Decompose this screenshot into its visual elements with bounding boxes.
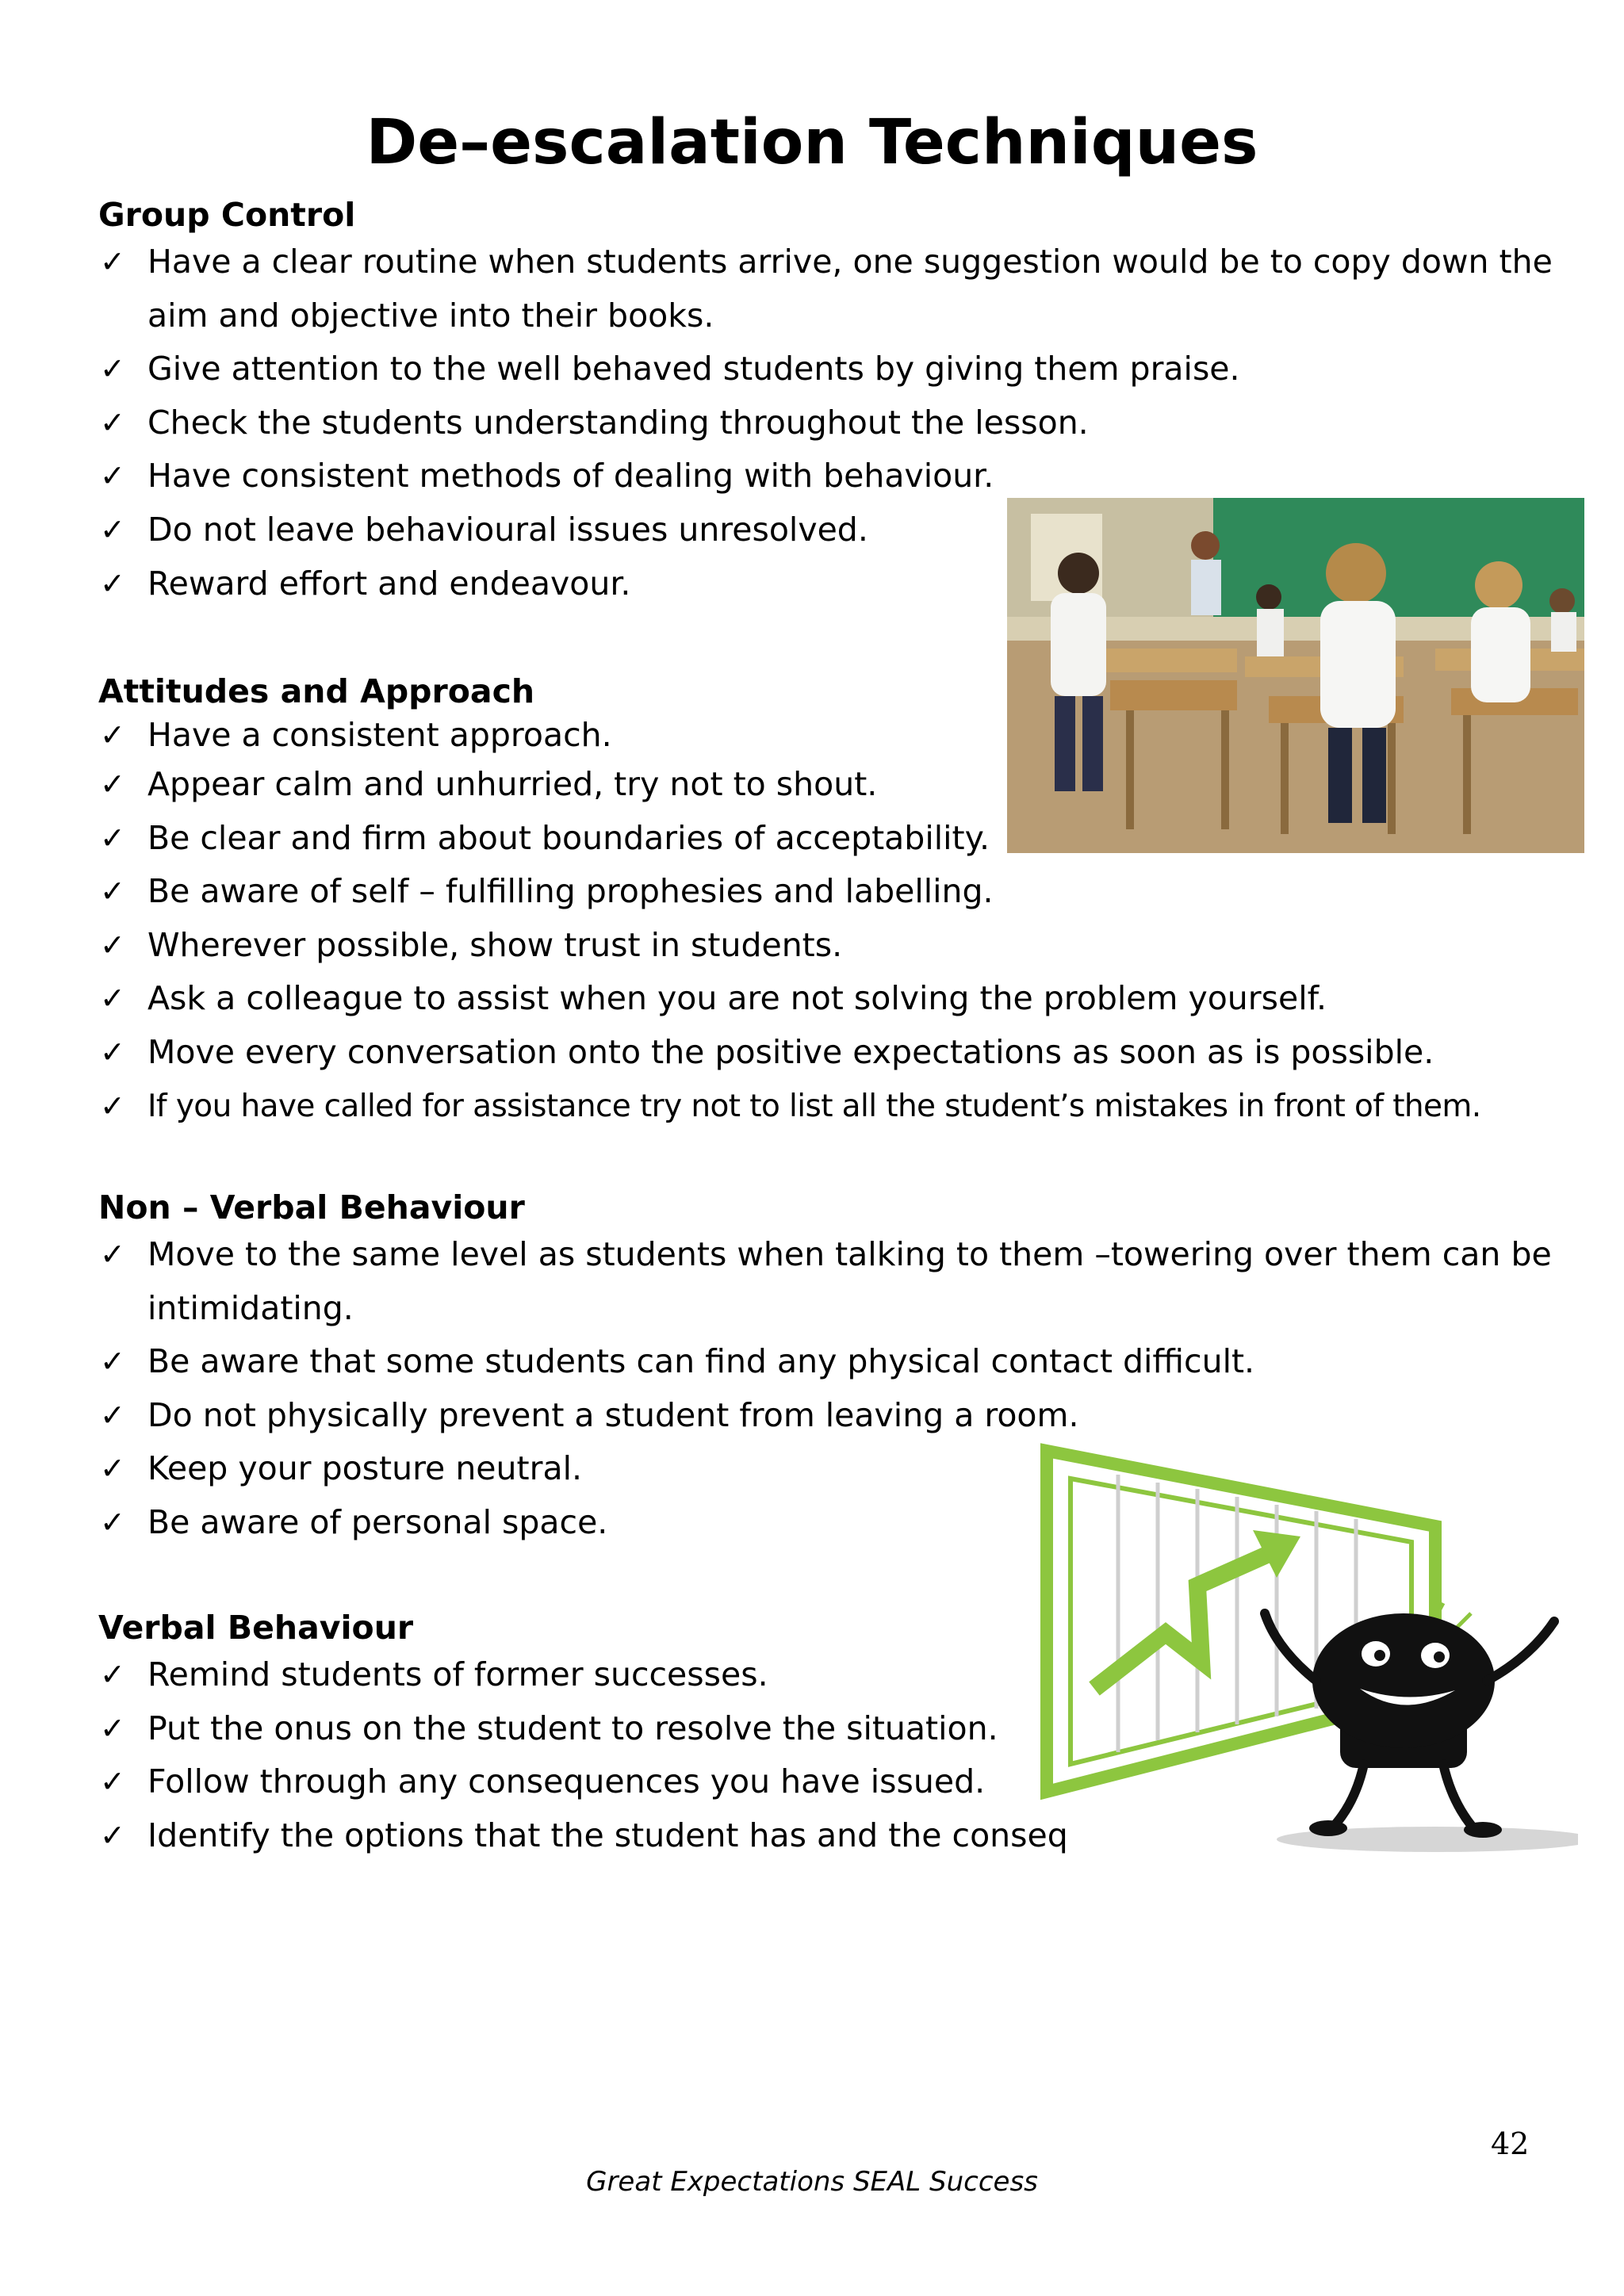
list-item: ✓ Keep your posture neutral. [98, 1442, 1549, 1496]
list-item: ✓ Remind students of former successes. [98, 1648, 1549, 1702]
checkmark-icon: ✓ [100, 820, 125, 855]
list-item: ✓ Do not physically prevent a student from leaving a room. [98, 1389, 1549, 1443]
checkmark-icon: ✓ [100, 981, 125, 1016]
list-item: ✓ Have consistent methods of dealing with behaviour. [98, 450, 1549, 503]
list-item: ✓ Appear calm and unhurried, try not to shout. [98, 758, 1549, 812]
list-item: ✓ Identify the options that the student has and the conseq [98, 1809, 1549, 1863]
classroom-photo [1007, 498, 1584, 853]
checkmark-icon: ✓ [100, 565, 125, 601]
checkmark-icon: ✓ [100, 1397, 125, 1433]
checkmark-icon: ✓ [100, 244, 125, 279]
checkmark-icon: ✓ [100, 1657, 125, 1692]
list-item: ✓ Give attention to the well behaved students by giving them praise. [98, 342, 1549, 396]
list-item: ✓ Wherever possible, show trust in students. [98, 919, 1549, 973]
checkmark-icon: ✓ [100, 767, 125, 802]
checkmark-icon: ✓ [100, 874, 125, 909]
checkmark-icon: ✓ [100, 718, 125, 752]
section-heading: Non – Verbal Behaviour [98, 1188, 525, 1226]
list-item: ✓ Put the onus on the student to resolve the situation. [98, 1702, 1549, 1756]
checkmark-icon: ✓ [100, 1710, 125, 1746]
list-item: ✓ Move every conversation onto the positive expectations as soon as is possible. [98, 1026, 1549, 1080]
page-number: 42 [1491, 2126, 1530, 2161]
footer: Great Expectations SEAL Success [586, 2166, 1038, 2198]
section-heading: Verbal Behaviour [98, 1609, 414, 1647]
checkmark-icon: ✓ [100, 1344, 125, 1380]
success-chart-character-drawing [1039, 1443, 1578, 1871]
checkmark-icon: ✓ [100, 1817, 125, 1853]
list-item: ✓ Have a consistent approach. [98, 712, 1549, 758]
page-title: De–escalation Techniques [366, 107, 1258, 178]
checkmark-icon: ✓ [100, 1237, 125, 1272]
list-item: ✓ If you have called for assistance try not to list all the student’s mistakes in front of them. [98, 1080, 1549, 1134]
checkmark-icon: ✓ [100, 1451, 125, 1487]
checkmark-icon: ✓ [100, 351, 125, 387]
list-item: ✓ Do not leave behavioural issues unresolved. [98, 503, 1549, 557]
list-item: ✓ Follow through any consequences you have issued. [98, 1755, 1549, 1809]
classroom-photo-drawing [1007, 498, 1584, 853]
success-chart-clipart [1039, 1443, 1578, 1871]
checkmark-icon: ✓ [100, 511, 125, 547]
list-item: ✓ Reward effort and endeavour. [98, 557, 1549, 611]
checkmark-icon: ✓ [100, 1504, 125, 1540]
list-item: ✓ Move to the same level as students when talking to them –towering over them can be intimidating. [98, 1228, 1583, 1335]
checkmark-icon: ✓ [100, 1764, 125, 1800]
checkmark-icon: ✓ [100, 404, 125, 440]
list-item: ✓ Be aware of self – fulfilling prophesies and labelling. [98, 865, 1549, 919]
list-item: ✓ Be aware of personal space. [98, 1496, 1549, 1550]
checkmark-icon: ✓ [100, 1034, 125, 1070]
list-item: ✓ Ask a colleague to assist when you are not solving the problem yourself. [98, 972, 1549, 1026]
section-heading: Group Control [98, 196, 356, 234]
list-item: ✓ Check the students understanding throughout the lesson. [98, 396, 1549, 450]
checkmark-icon: ✓ [100, 1088, 125, 1123]
section-heading: Attitudes and Approach [98, 672, 535, 710]
list-item: ✓ Be clear and firm about boundaries of acceptability. [98, 812, 1549, 866]
checkmark-icon: ✓ [100, 458, 125, 494]
list-item: ✓ Be aware that some students can find any physical contact difficult. [98, 1335, 1549, 1389]
list-item: ✓ Have a clear routine when students arrive, one suggestion would be to copy down the aim and objective into their books. [98, 235, 1583, 342]
checkmark-icon: ✓ [100, 927, 125, 962]
